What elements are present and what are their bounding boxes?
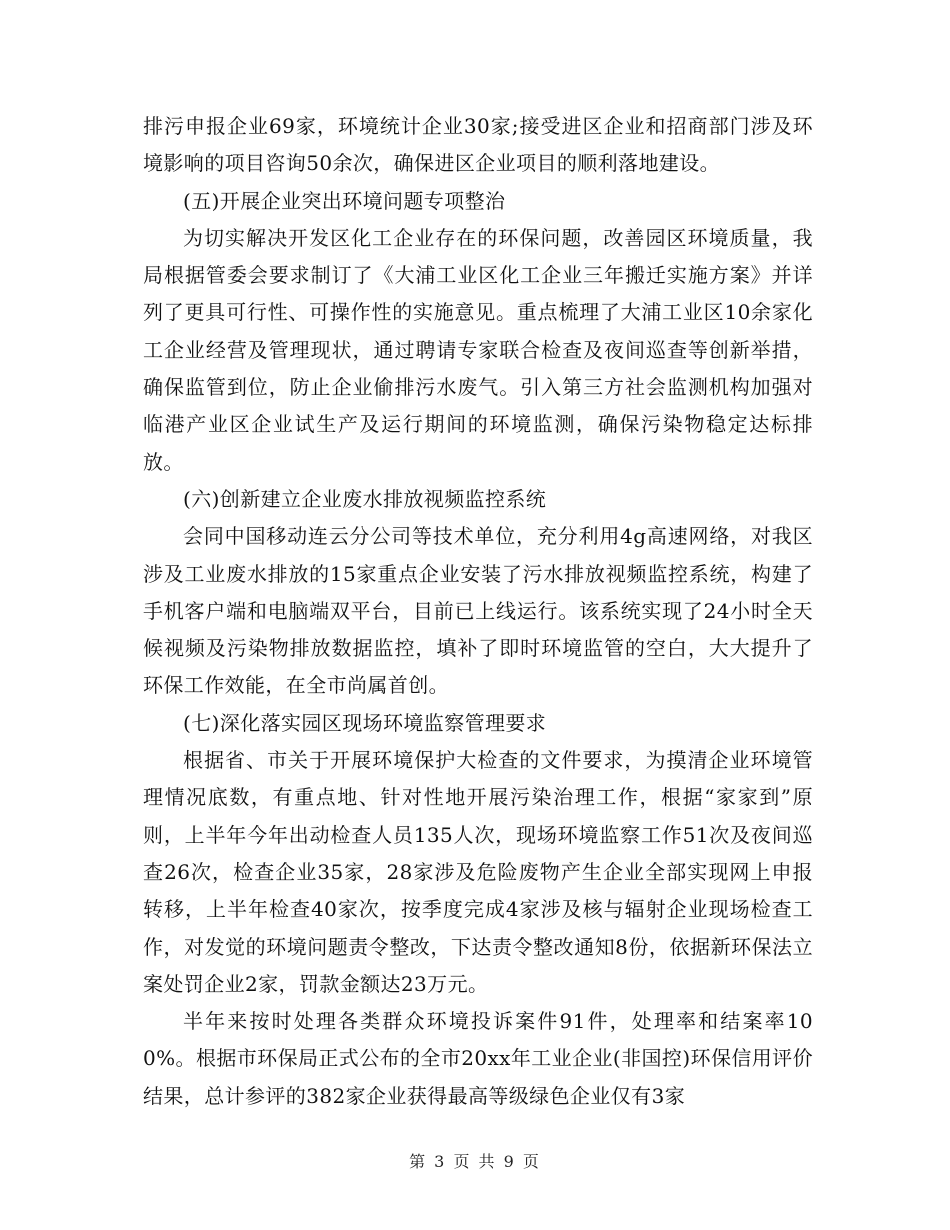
paragraph-continuation: 排污申报企业69家，环境统计企业30家;接受进区企业和招商部门涉及环境影响的项目咨询50余次，确保进区企业项目的顺利落地建设。: [143, 114, 813, 176]
paragraph-chemical-enterprises: 为切实解决开发区化工企业存在的环保问题，改善园区环境质量，我局根据管委会要求制订了《大浦工业区化工企业三年搬迁实施方案》并详列了更具可行性、可操作性的实施意见。重点梳理了大浦工业区10余家化工企业经营及管理现状，通过聘请专家联合检查及夜间巡查等创新举措，确保监管到位，防止企业偷排污水废气。引入第三方社会监测机构加强对临港产业区企业试生产及运行期间的环境监测，确保污染物稳定达标排放。: [143, 225, 813, 474]
section-heading-7: (七)深化落实园区现场环境监察管理要求: [183, 710, 547, 735]
section-heading-6: (六)创新建立企业废水排放视频监控系统: [183, 486, 547, 511]
section-heading-5: (五)开展企业突出环境问题专项整治: [183, 188, 506, 213]
paragraph-inspection: 根据省、市关于开展环境保护大检查的文件要求，为摸清企业环境管理情况底数，有重点地、针对性地开展污染治理工作，根据“家家到”原则，上半年今年出动检查人员135人次，现场环境监察工作51次及夜间巡查26次，检查企业35家，28家涉及危险废物产生企业全部实现网上申报转移，上半年检查40家次，按季度完成4家涉及核与辐射企业现场检查工作，对发觉的环境问题责令整改，下达责令整改通知8份，依据新环保法立案处罚企业2家，罚款金额达23万元。: [143, 748, 813, 996]
document-body: [143, 108, 813, 1115]
paragraph-complaints: 半年来按时处理各类群众环境投诉案件91件，处理率和结案率100%。根据市环保局正式公布的全市20xx年工业企业(非国控)环保信用评价结果，总计参评的382家企业获得最高等级绿色企业仅有3家: [143, 1009, 813, 1108]
paragraph-video-monitoring: 会同中国移动连云分公司等技术单位，充分利用4g高速网络，对我区涉及工业废水排放的15家重点企业安装了污水排放视频监控系统，构建了手机客户端和电脑端双平台，目前已上线运行。该系统实现了24小时全天候视频及污染物排放数据监控，填补了即时环境监管的空白，大大提升了环保工作效能，在全市尚属首创。: [143, 524, 813, 698]
page-number-footer: 第 3 页 共 9 页: [409, 1152, 541, 1171]
